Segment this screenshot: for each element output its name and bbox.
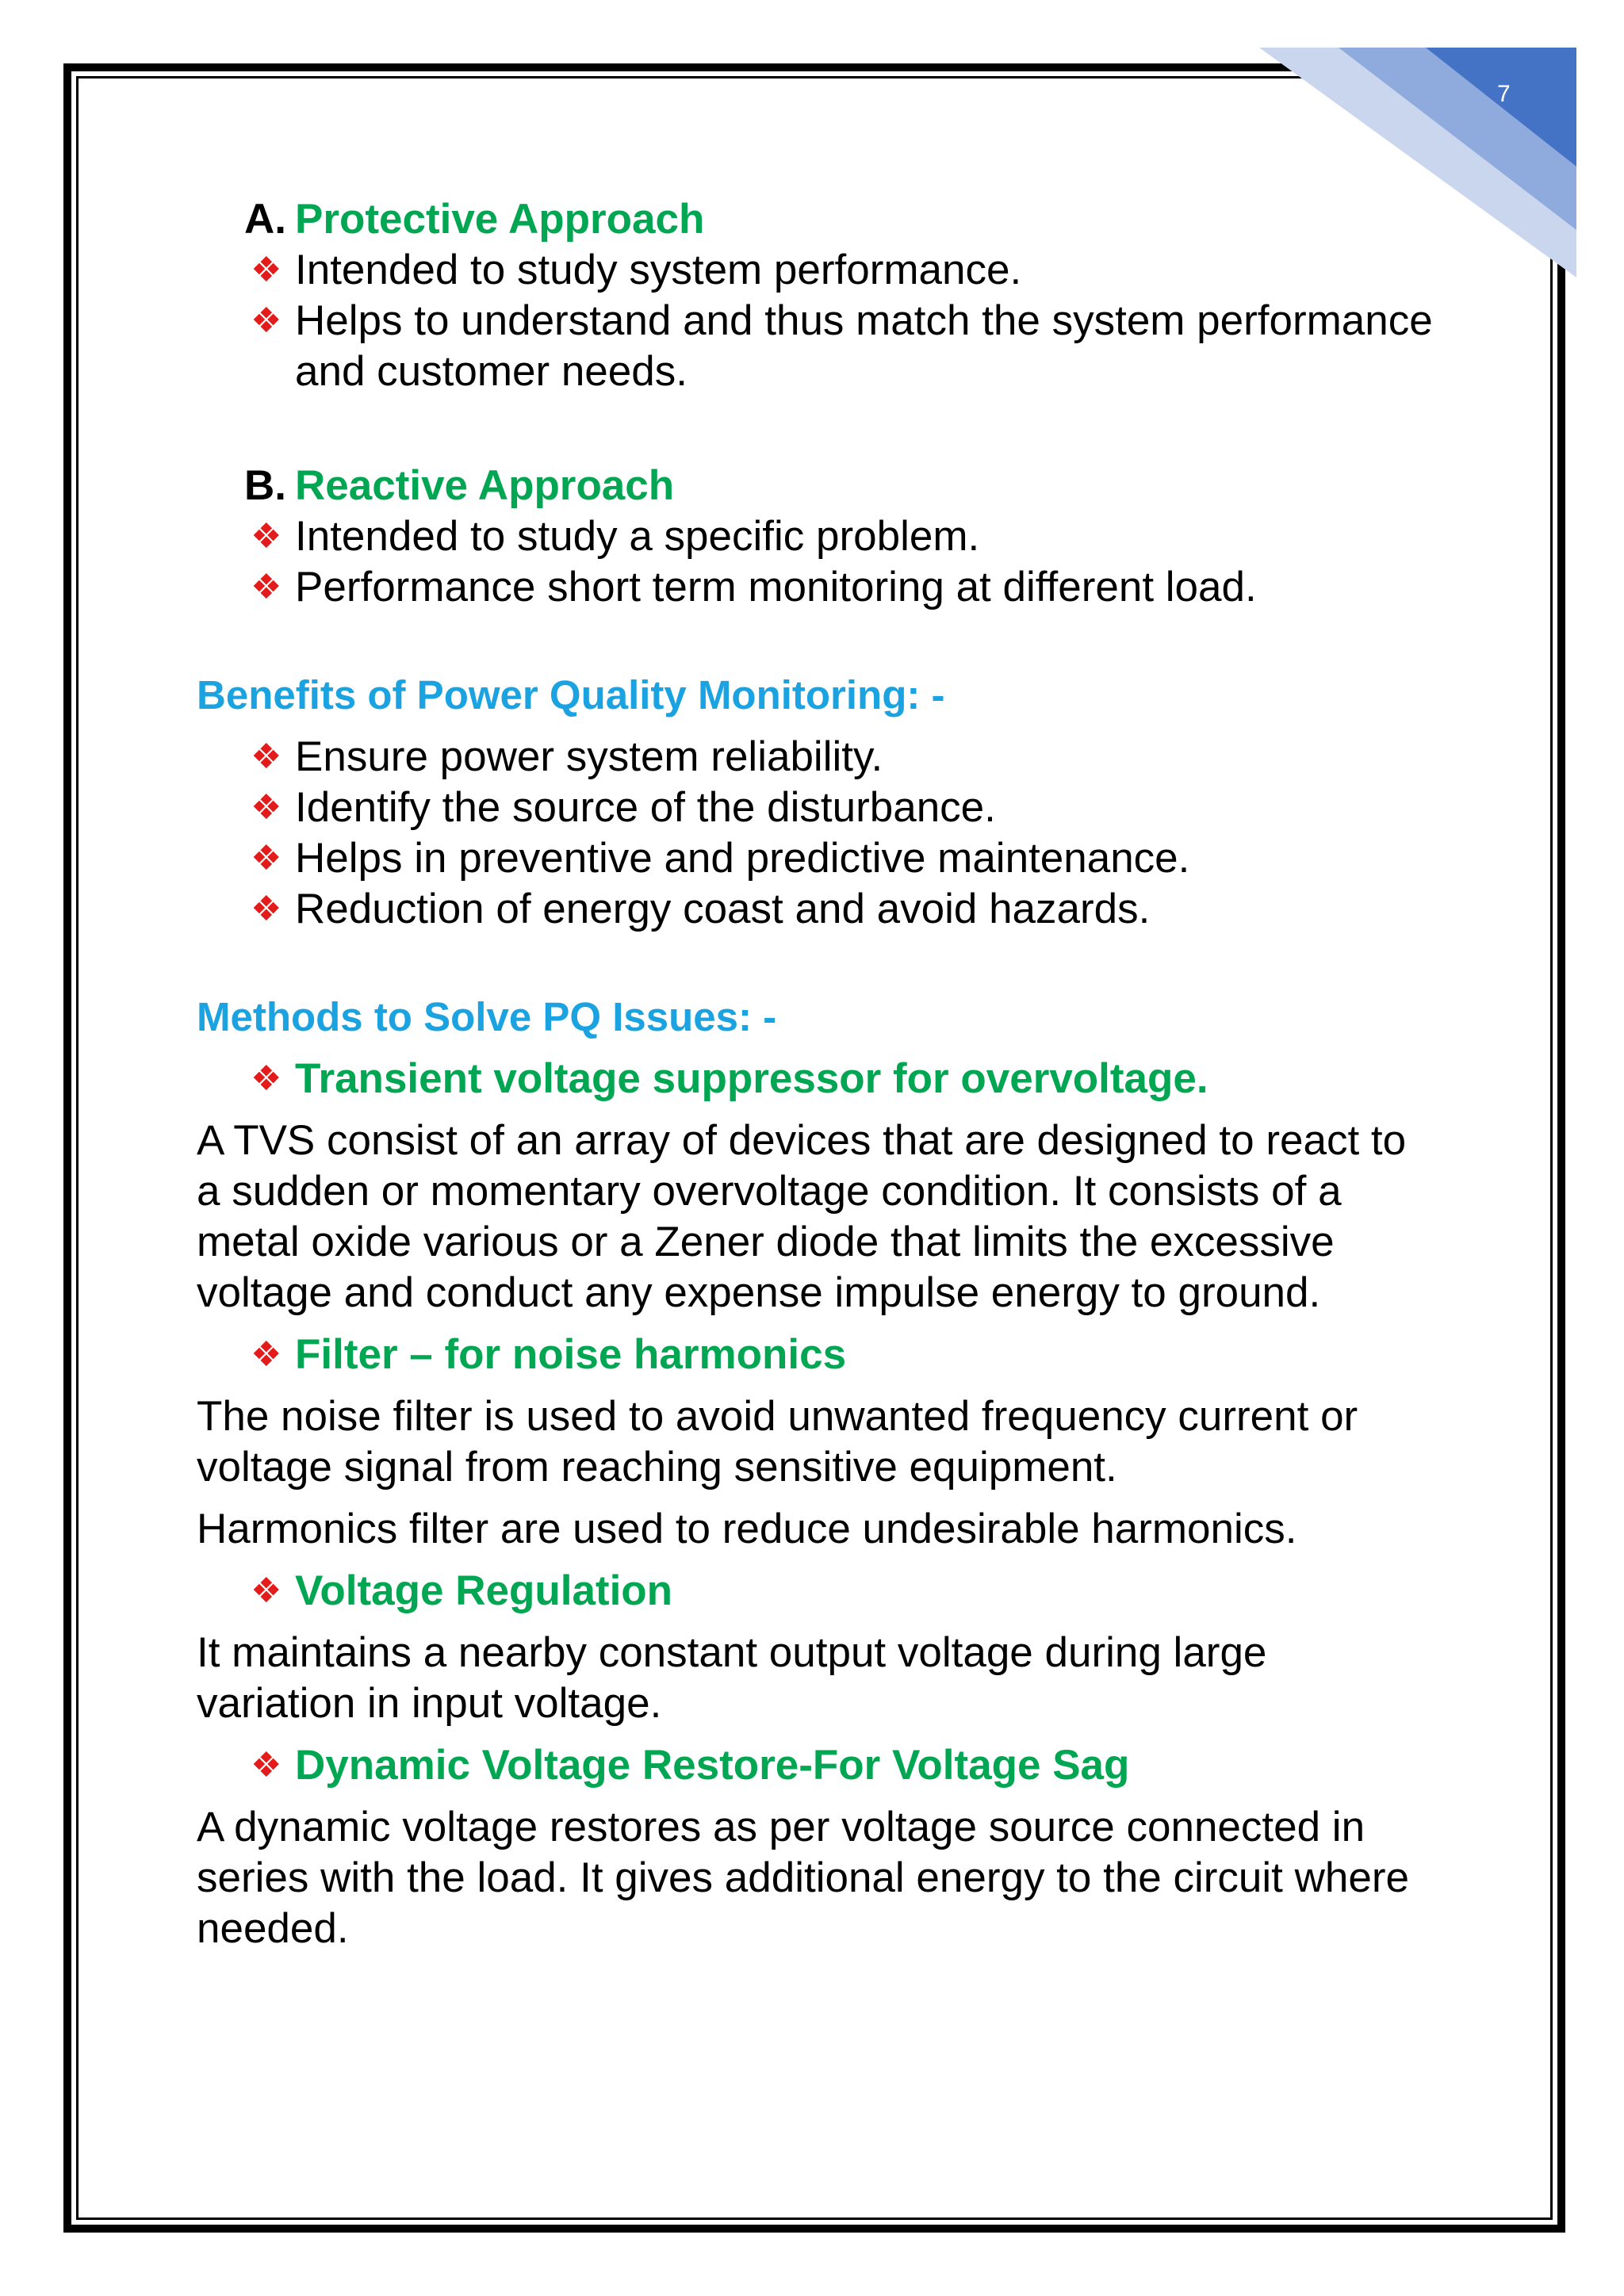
method-title: ❖ Dynamic Voltage Restore-For Voltage Sag (251, 1740, 1434, 1791)
diamond-bullet-icon: ❖ (251, 1059, 282, 1098)
method-paragraph: A dynamic voltage restores as per voltage source connected in series with the load. It gives additional energy to the circuit where needed. (197, 1804, 1409, 1952)
approach-b-heading: B. Reactive Approach (244, 462, 675, 509)
list-item: ❖ Ensure power system reliability. (251, 732, 1434, 783)
list-item: ❖ Reduction of energy coast and avoid hazards. (251, 884, 1434, 935)
method-title: ❖ Transient voltage suppressor for overvoltage. (251, 1054, 1434, 1104)
method-title: ❖ Filter – for noise harmonics (251, 1330, 1434, 1380)
page-content (197, 194, 1434, 1954)
diamond-bullet-icon: ❖ (251, 568, 282, 607)
diamond-bullet-icon: ❖ (251, 1571, 282, 1610)
diamond-bullet-icon: ❖ (251, 890, 282, 928)
diamond-bullet-icon: ❖ (251, 251, 282, 289)
list-item: ❖ Intended to study system performance. (251, 245, 1434, 296)
diamond-bullet-icon: ❖ (251, 517, 282, 556)
diamond-bullet-icon: ❖ (251, 1746, 282, 1785)
method-paragraph: Harmonics filter are used to reduce undesirable harmonics. (197, 1506, 1297, 1552)
list-item: ❖ Helps in preventive and predictive maintenance. (251, 833, 1434, 884)
approach-a-heading: A. Protective Approach (244, 196, 705, 243)
diamond-bullet-icon: ❖ (251, 737, 282, 776)
list-item: ❖ Intended to study a specific problem. (251, 511, 1434, 562)
list-item: ❖ Identify the source of the disturbance. (251, 783, 1434, 833)
method-paragraph: A TVS consist of an array of devices that are designed to react to a sudden or momentary overvoltage condition. It consists of a metal oxide various or a Zener diode that limits the excessive voltage and conduct any expense impulse energy to ground. (197, 1117, 1407, 1316)
methods-heading: Methods to Solve PQ Issues: - (197, 994, 777, 1039)
diamond-bullet-icon: ❖ (251, 839, 282, 878)
list-item: ❖ Performance short term monitoring at different load. (251, 562, 1434, 613)
diamond-bullet-icon: ❖ (251, 301, 282, 340)
list-item: ❖ Helps to understand and thus match the system performance and customer needs. (251, 296, 1434, 397)
page-number: 7 (1497, 81, 1511, 107)
method-paragraph: It maintains a nearby constant output voltage during large variation in input voltage. (197, 1629, 1267, 1727)
diamond-bullet-icon: ❖ (251, 788, 282, 827)
benefits-heading: Benefits of Power Quality Monitoring: - (197, 672, 945, 718)
method-title: ❖ Voltage Regulation (251, 1566, 1434, 1617)
diamond-bullet-icon: ❖ (251, 1335, 282, 1374)
method-paragraph: The noise filter is used to avoid unwanted frequency current or voltage signal from reaching sensitive equipment. (197, 1393, 1358, 1490)
